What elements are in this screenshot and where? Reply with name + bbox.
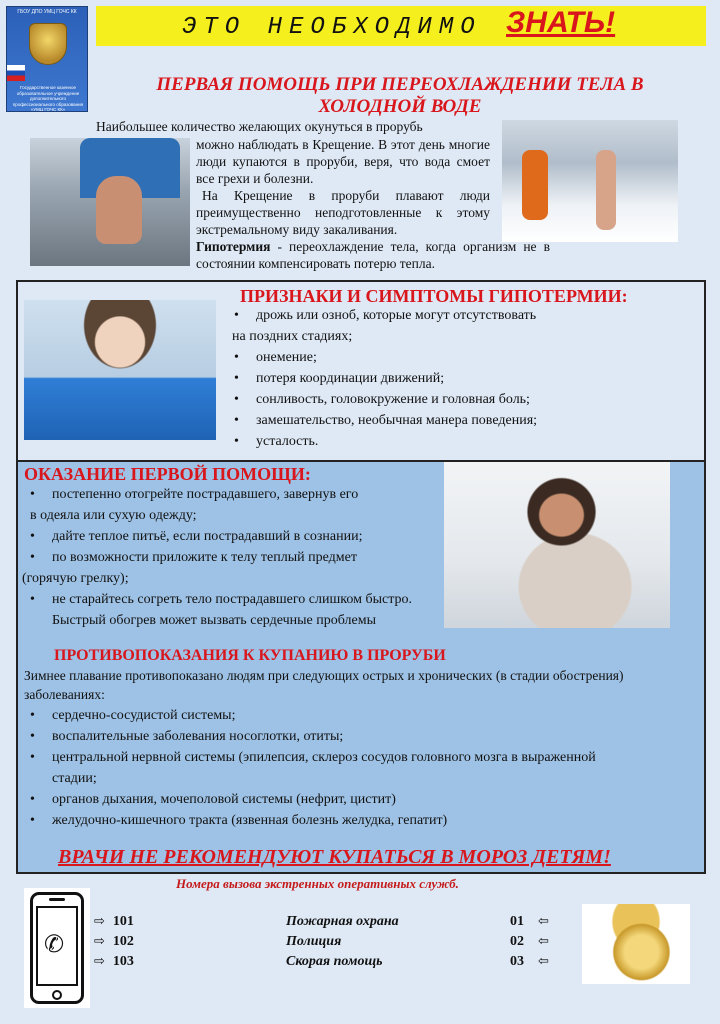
mobile-number: 101 [112,914,134,929]
mobile-number: 102 [112,934,134,949]
service-name: Полиция [286,934,342,949]
handset-icon: ✆ [44,930,65,958]
emergency-title: Номера вызова экстренных оперативных служб. [176,876,459,891]
list-item: • воспалительные заболевания носоглотки, отиты; [22,726,672,747]
contraindications-heading: ПРОТИВОПОКАЗАНИЯ К КУПАНИЮ В ПРОРУБИ [54,647,446,664]
mobile-number-row [94,954,134,970]
logo-subtitle: Государственное казенное образовательное учреждение дополнительного профессионального образования «УМЦ ГОЧС КК» [12,85,84,112]
banner-accent: ЗНАТЬ! [506,6,616,39]
first-aid-heading: ОКАЗАНИЕ ПЕРВОЙ ПОМОЩИ: [24,464,311,484]
arrow-right-icon: ⇨ [94,954,105,969]
symptoms-heading: ПРИЗНАКИ И СИМПТОМЫ ГИПОТЕРМИИ: [240,286,628,306]
list-item: • постепенно отогрейте пострадавшего, завернув его в одеяла или сухую одежду; [22,484,432,526]
first-aid-list [22,484,432,631]
ice-hole-photo [502,120,678,242]
list-item: • сердечно-сосудистой системы; [22,705,672,726]
mobile-number-row [94,914,134,930]
arrow-left-icon: ⇦ [538,954,549,969]
symptoms-list [226,305,646,452]
children-warning: ВРАЧИ НЕ РЕКОМЕНДУЮТ КУПАТЬСЯ В МОРОЗ ДЕТЯМ! [58,846,611,868]
list-item: • усталость. [226,431,646,452]
list-item: • онемение; [226,347,646,368]
list-item: • дайте теплое питьё, если пострадавший в сознании; [22,526,432,547]
mobile-number-row [94,934,134,950]
list-item-cont: (горячую грелку); [22,571,129,586]
page-title: ПЕРВАЯ ПОМОЩЬ ПРИ ПЕРЕОХЛАЖДЕНИИ ТЕЛА В ХОЛОДНОЙ ВОДЕ [156,74,644,117]
list-item-cont: в одеяла или сухую одежду; [30,508,197,523]
ice-bath-photo [30,138,190,266]
landline-number-row [510,934,549,950]
service-name: Скорая помощь [286,954,383,969]
landline-number-row [510,914,549,930]
mobile-number: 103 [112,954,134,969]
list-item: • органов дыхания, мочеполовой системы (нефрит, цистит) [22,789,672,810]
intro-paragraph [196,136,490,238]
landline-number: 03 [510,954,524,969]
intro-text-1: можно наблюдать в Крещение. В этот день многие люди купаются в проруби, веря, что вода смоет все грехи и болезни. [196,137,490,186]
list-item: • дрожь или озноб, которые могут отсутствовать на поздних стадиях; [226,305,646,347]
banner-text: ЭТО НЕОБХОДИМО [182,14,482,41]
service-name: Пожарная охрана [286,914,399,929]
hypothermia-term: Гипотермия [196,239,271,254]
list-item: • сонливость, головокружение и головная боль; [226,389,646,410]
cold-child-photo [24,300,216,440]
contraindications-intro: Зимнее плавание противопоказано людям при следующих острых и хронических (в стадии обострения) заболеваниях: [24,668,624,702]
contraindications-list [22,705,672,831]
arrow-left-icon: ⇦ [538,914,549,929]
list-item: • замешательство, необычная манера поведения; [226,410,646,431]
arrow-right-icon: ⇨ [94,934,105,949]
list-item: • не старайтесь согреть тело пострадавшего слишком быстро. Быстрый обогрев может вызвать сердечные проблемы [22,589,422,631]
list-item-cont: на поздних стадиях; [232,329,353,344]
list-item: • потеря координации движений; [226,368,646,389]
russian-flag-icon [7,65,25,81]
rotary-phone-icon [582,904,690,984]
hypothermia-definition [196,238,550,272]
landline-number-row [510,954,549,970]
intro-first-line: Наибольшее количество желающих окунуться в прорубь [96,119,423,134]
list-item: • центральной нервной системы (эпилепсия, склероз сосудов головного мозга в выраженной стадии; [22,747,642,789]
cold-woman-photo [444,462,670,628]
logo-head-text: ГБОУ ДПО УМЦ ГОЧС КК [17,9,77,15]
list-item: • желудочно-кишечного тракта (язвенная болезнь желудка, гепатит) [22,810,672,831]
school-logo [6,6,88,112]
arrow-left-icon: ⇦ [538,934,549,949]
intro-text-2: На Крещение в проруби плавают люди преимущественно неподготовленные к этому экстремальному виду закаливания. [196,188,490,237]
hypothermia-term-def: - переохлаждение тела, когда организм не в состоянии компенсировать потерю тепла. [196,239,550,271]
arrow-right-icon: ⇨ [94,914,105,929]
list-item: • по возможности приложите к телу теплый предмет (горячую грелку); [22,547,432,589]
header-banner [96,6,706,46]
landline-number: 01 [510,914,524,929]
mobile-phone-icon [24,888,90,1008]
landline-number: 02 [510,934,524,949]
coat-of-arms-icon [29,23,67,65]
